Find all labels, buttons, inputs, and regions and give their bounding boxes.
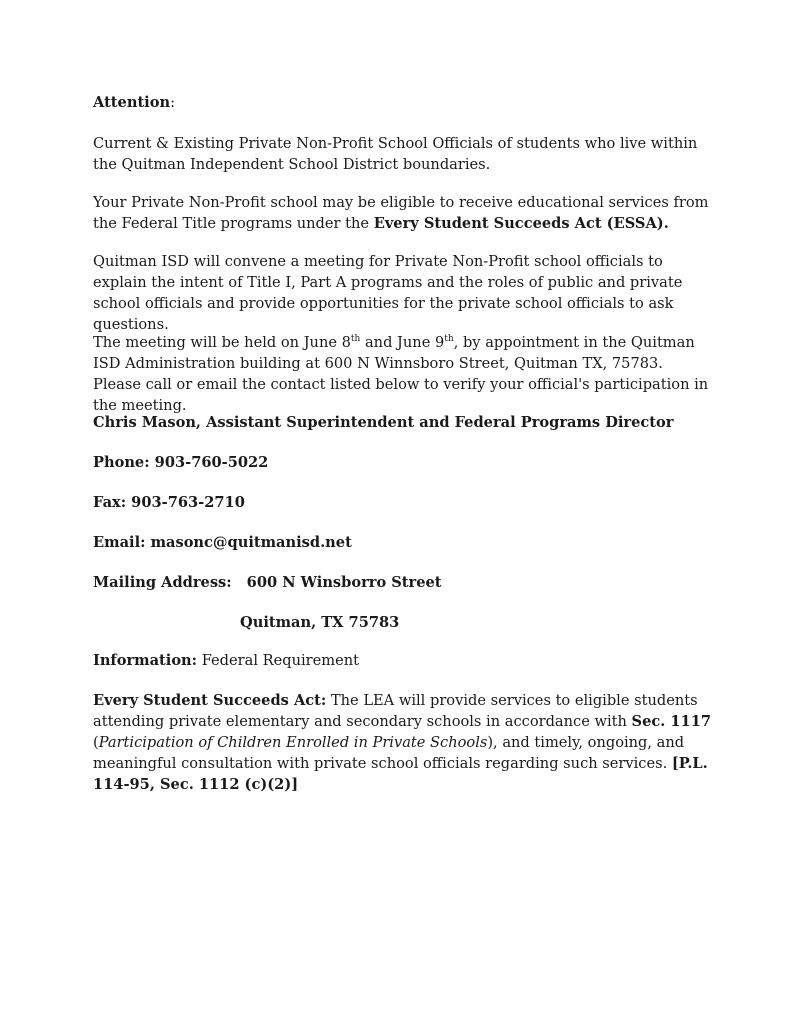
phone-text: Phone: 903-760-5022 <box>93 454 269 471</box>
mailing-address-label: Mailing Address: <box>93 574 232 591</box>
essa-text-1: The LEA will provide services to eligible students attending private elementary and secondary schools in accordance with <box>93 692 698 730</box>
contact-email <box>93 532 713 553</box>
eligibility-paragraph <box>93 192 713 234</box>
attention-heading <box>93 92 713 113</box>
email-text: Email: masonc@quitmanisd.net <box>93 534 352 551</box>
essa-paragraph <box>93 690 713 795</box>
essa-italic-title: Participation of Children Enrolled in Private Schools <box>98 734 488 751</box>
mailing-street: 600 N Winsborro Street <box>246 574 442 591</box>
contact-name-title <box>93 412 713 433</box>
essa-section: Sec. 1117 <box>631 713 712 730</box>
attention-label: Attention <box>93 94 171 111</box>
contact-fax <box>93 492 713 513</box>
ordinal-suffix-1: th <box>350 334 361 344</box>
attention-colon: : <box>170 94 175 111</box>
meeting-details-paragraph <box>93 332 713 416</box>
mailing-city: Quitman, TX 75783 <box>240 614 400 631</box>
contact-name-text: Chris Mason, Assistant Superintendent and Federal Programs Director <box>93 414 674 431</box>
essa-label: Every Student Succeeds Act: <box>93 692 327 709</box>
meeting-text-a: The meeting will be held on June 8 <box>93 334 351 351</box>
information-line <box>93 650 713 671</box>
meeting-text-b: and June 9 <box>360 334 445 351</box>
mailing-address-line1 <box>93 572 713 593</box>
contact-phone <box>93 452 713 473</box>
recipients-paragraph: Current & Existing Private Non-Profit School Officials of students who live within the Quitman Independent School District boundaries. <box>93 135 698 173</box>
mailing-address-line2 <box>240 612 791 633</box>
essa-text-3: ), and timely, ongoing, and meaningful consultation with private school officials regarding such services. <box>93 734 685 772</box>
meeting-text-c: , by appointment in the Quitman ISD Administration building at 600 N Winnsboro Street, Quitman TX, 75783. Please call or email the contact listed below to verify your official's participation in the meeting. <box>93 334 709 414</box>
eligibility-text: Your Private Non-Profit school may be eligible to receive educational services from the Federal Title programs under the <box>93 194 709 232</box>
meeting-purpose-paragraph: Quitman ISD will convene a meeting for Private Non-Profit school officials to explain the intent of Title I, Part A programs and the roles of public and private school officials and provide opportunities for the private school officials to ask questions. <box>93 253 683 333</box>
essa-bold: Every Student Succeeds Act (ESSA). <box>373 215 669 232</box>
fax-text: Fax: 903-763-2710 <box>93 494 245 511</box>
essa-citation: [P.L. 114-95, Sec. 1112 (c)(2)] <box>93 755 708 793</box>
information-value: Federal Requirement <box>197 652 360 669</box>
ordinal-suffix-2: th <box>444 334 454 344</box>
information-label: Information: <box>93 652 198 669</box>
essa-text-2: ( <box>93 734 99 751</box>
